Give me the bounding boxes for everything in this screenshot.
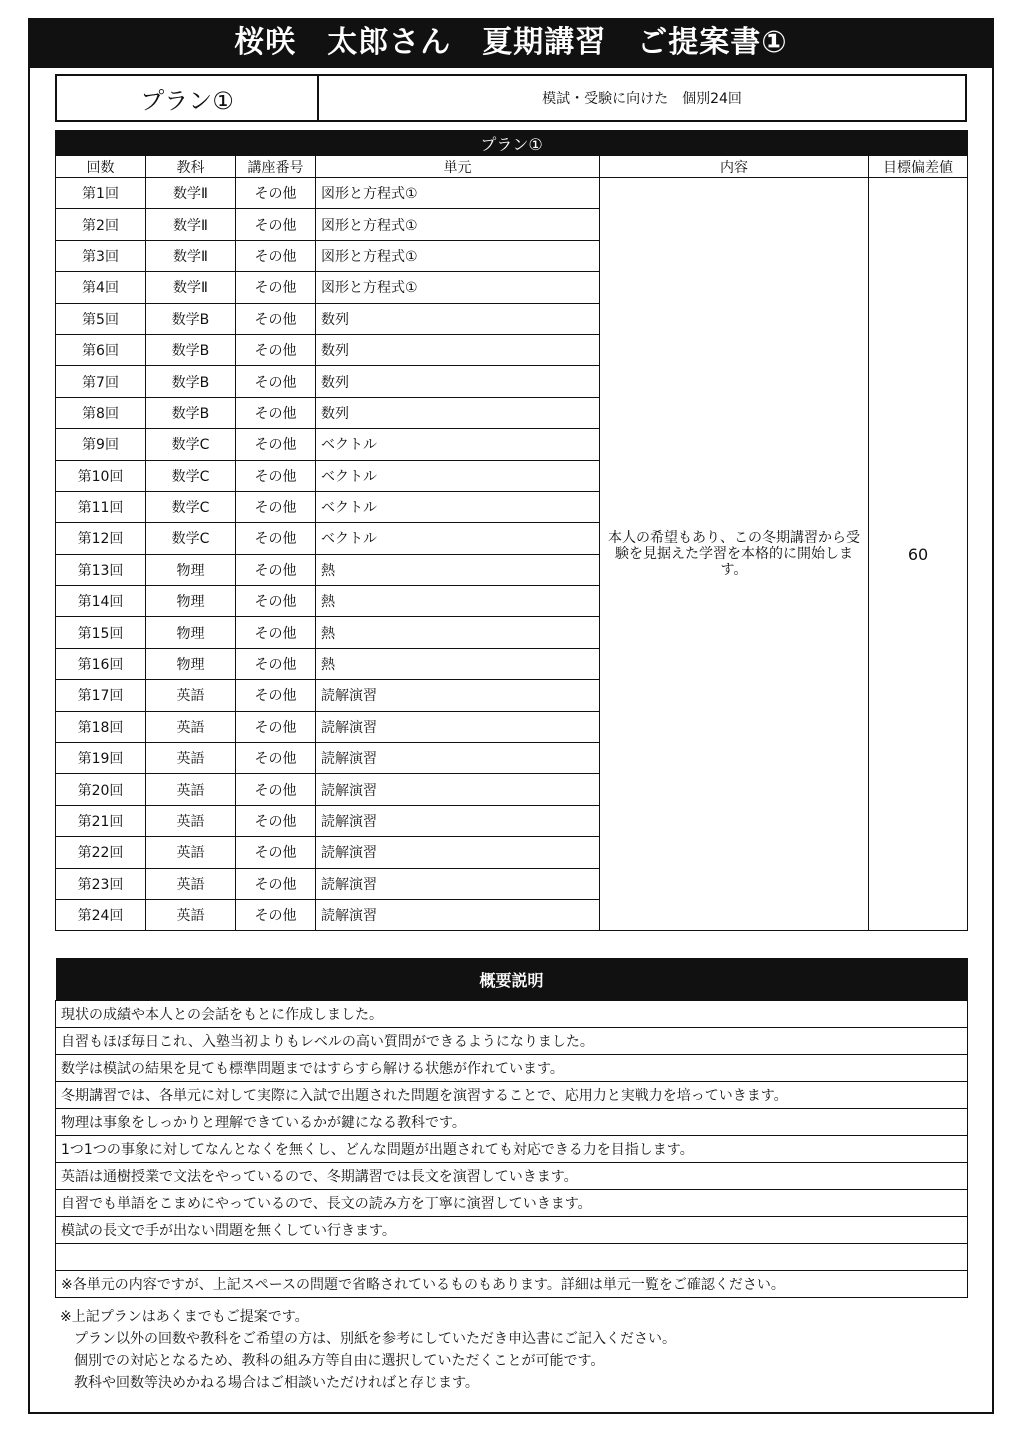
- subject-cell: 数学C: [146, 523, 236, 554]
- note-line: 個別での対応となるため、教科の組み方等自由に選択していただくことが可能です。: [60, 1353, 605, 1369]
- summary-line: 自習でも単語をこまめにやっているので、長文の読み方を丁寧に演習していきます。: [56, 1190, 968, 1217]
- unit-cell: 読解演習: [316, 774, 600, 805]
- course-number-cell: その他: [236, 366, 316, 397]
- subject-cell: 物理: [146, 586, 236, 617]
- subject-cell: 数学Ⅱ: [146, 178, 236, 209]
- lesson-number: 第13回: [56, 554, 146, 585]
- course-number-cell: その他: [236, 303, 316, 334]
- summary-line: 数学は模試の結果を見ても標準問題まではすらすら解ける状態が作れています。: [56, 1055, 968, 1082]
- subject-cell: 英語: [146, 899, 236, 930]
- subject-cell: 数学C: [146, 491, 236, 522]
- plan-name: プラン①: [57, 76, 319, 120]
- subject-cell: 数学B: [146, 397, 236, 428]
- subject-cell: 物理: [146, 617, 236, 648]
- note-line: ※上記プランはあくまでもご提案です。: [60, 1309, 309, 1325]
- subject-cell: 数学B: [146, 366, 236, 397]
- subject-cell: 英語: [146, 868, 236, 899]
- column-header: 目標偏差値: [869, 156, 968, 178]
- summary-table: [55, 958, 968, 1298]
- unit-cell: 熱: [316, 554, 600, 585]
- subject-cell: 数学Ⅱ: [146, 240, 236, 271]
- course-number-cell: その他: [236, 397, 316, 428]
- notes: [60, 1306, 960, 1394]
- lesson-number: 第16回: [56, 648, 146, 679]
- course-number-cell: その他: [236, 491, 316, 522]
- unit-cell: 数列: [316, 397, 600, 428]
- lesson-number: 第1回: [56, 178, 146, 209]
- course-number-cell: その他: [236, 648, 316, 679]
- lesson-number: 第19回: [56, 743, 146, 774]
- note-line: 教科や回数等決めかねる場合はご相談いただければと存じます。: [60, 1375, 479, 1391]
- lesson-number: 第7回: [56, 366, 146, 397]
- unit-cell: 読解演習: [316, 680, 600, 711]
- schedule-plan-header: プラン①: [56, 131, 968, 156]
- course-number-cell: その他: [236, 334, 316, 365]
- subject-cell: 物理: [146, 648, 236, 679]
- unit-cell: ベクトル: [316, 429, 600, 460]
- lesson-number: 第8回: [56, 397, 146, 428]
- course-number-cell: その他: [236, 240, 316, 271]
- lesson-number: 第18回: [56, 711, 146, 742]
- lesson-number: 第20回: [56, 774, 146, 805]
- course-number-cell: その他: [236, 837, 316, 868]
- lesson-number: 第15回: [56, 617, 146, 648]
- target-score-cell: 60: [869, 178, 968, 931]
- unit-cell: 数列: [316, 303, 600, 334]
- unit-cell: 読解演習: [316, 743, 600, 774]
- subject-cell: 英語: [146, 774, 236, 805]
- lesson-number: 第3回: [56, 240, 146, 271]
- subject-cell: 数学Ⅱ: [146, 272, 236, 303]
- summary-line: 自習もほぼ毎日これ、入塾当初よりもレベルの高い質問ができるようになりました。: [56, 1028, 968, 1055]
- unit-cell: 読解演習: [316, 805, 600, 836]
- summary-line: 模試の長文で手が出ない問題を無くしてい行きます。: [56, 1217, 968, 1244]
- course-number-cell: その他: [236, 586, 316, 617]
- summary-footnote: ※各単元の内容ですが、上記スペースの問題で省略されているものもあります。詳細は単元一覧をご確認ください。: [56, 1271, 968, 1298]
- summary-line: 英語は通樹授業で文法をやっているので、冬期講習では長文を演習していきます。: [56, 1163, 968, 1190]
- lesson-number: 第2回: [56, 209, 146, 240]
- lesson-number: 第17回: [56, 680, 146, 711]
- lesson-number: 第14回: [56, 586, 146, 617]
- unit-cell: 図形と方程式①: [316, 240, 600, 271]
- summary-line: 物理は事象をしっかりと理解できているかが鍵になる教科です。: [56, 1109, 968, 1136]
- subject-cell: 数学B: [146, 303, 236, 334]
- unit-cell: 図形と方程式①: [316, 178, 600, 209]
- unit-cell: ベクトル: [316, 460, 600, 491]
- subject-cell: 英語: [146, 805, 236, 836]
- course-number-cell: その他: [236, 272, 316, 303]
- course-number-cell: その他: [236, 460, 316, 491]
- subject-cell: 英語: [146, 711, 236, 742]
- subject-cell: 物理: [146, 554, 236, 585]
- course-number-cell: その他: [236, 680, 316, 711]
- course-number-cell: その他: [236, 554, 316, 585]
- course-number-cell: その他: [236, 429, 316, 460]
- plan-description: 模試・受験に向けた 個別24回: [542, 91, 742, 107]
- page-title: 桜咲 太郎さん 夏期講習 ご提案書①: [28, 18, 994, 68]
- unit-cell: 図形と方程式①: [316, 272, 600, 303]
- unit-cell: 読解演習: [316, 711, 600, 742]
- course-number-cell: その他: [236, 899, 316, 930]
- subject-cell: 数学C: [146, 429, 236, 460]
- unit-cell: 読解演習: [316, 837, 600, 868]
- unit-cell: ベクトル: [316, 491, 600, 522]
- content-cell: 本人の希望もあり、この冬期講習から受験を見据えた学習を本格的に開始します。: [600, 178, 869, 931]
- course-number-cell: その他: [236, 209, 316, 240]
- column-header: 教科: [146, 156, 236, 178]
- course-number-cell: その他: [236, 178, 316, 209]
- unit-cell: 読解演習: [316, 899, 600, 930]
- unit-cell: 数列: [316, 366, 600, 397]
- lesson-number: 第22回: [56, 837, 146, 868]
- subject-cell: 数学C: [146, 460, 236, 491]
- summary-line: [56, 1244, 968, 1271]
- course-number-cell: その他: [236, 617, 316, 648]
- subject-cell: 数学Ⅱ: [146, 209, 236, 240]
- lesson-number: 第5回: [56, 303, 146, 334]
- lesson-number: 第6回: [56, 334, 146, 365]
- unit-cell: 熱: [316, 586, 600, 617]
- schedule-table: [55, 130, 968, 931]
- summary-line: 1つ1つの事象に対してなんとなくを無くし、どんな問題が出題されても対応できる力を目指します。: [56, 1136, 968, 1163]
- unit-cell: 数列: [316, 334, 600, 365]
- unit-cell: 図形と方程式①: [316, 209, 600, 240]
- column-header: 回数: [56, 156, 146, 178]
- lesson-number: 第23回: [56, 868, 146, 899]
- lesson-number: 第4回: [56, 272, 146, 303]
- note-line: プラン以外の回数や教科をご希望の方は、別紙を参考にしていただき申込書にご記入ください。: [60, 1331, 676, 1347]
- unit-cell: 熱: [316, 648, 600, 679]
- summary-line: 現状の成績や本人との会話をもとに作成しました。: [56, 1001, 968, 1028]
- unit-cell: 読解演習: [316, 868, 600, 899]
- course-number-cell: その他: [236, 774, 316, 805]
- lesson-number: 第24回: [56, 899, 146, 930]
- course-number-cell: その他: [236, 711, 316, 742]
- unit-cell: ベクトル: [316, 523, 600, 554]
- column-header: 内容: [600, 156, 869, 178]
- column-header: 単元: [316, 156, 600, 178]
- summary-header: 概要説明: [56, 958, 968, 1001]
- course-number-cell: その他: [236, 805, 316, 836]
- subject-cell: 英語: [146, 743, 236, 774]
- lesson-number: 第10回: [56, 460, 146, 491]
- plan-box: [55, 74, 967, 122]
- unit-cell: 熱: [316, 617, 600, 648]
- table-row: [56, 178, 968, 209]
- summary-line: 冬期講習では、各単元に対して実際に入試で出題された問題を演習することで、応用力と実戦力を培っていきます。: [56, 1082, 968, 1109]
- subject-cell: 英語: [146, 680, 236, 711]
- subject-cell: 英語: [146, 837, 236, 868]
- course-number-cell: その他: [236, 743, 316, 774]
- lesson-number: 第9回: [56, 429, 146, 460]
- lesson-number: 第12回: [56, 523, 146, 554]
- course-number-cell: その他: [236, 523, 316, 554]
- column-header: 講座番号: [236, 156, 316, 178]
- lesson-number: 第11回: [56, 491, 146, 522]
- lesson-number: 第21回: [56, 805, 146, 836]
- subject-cell: 数学B: [146, 334, 236, 365]
- course-number-cell: その他: [236, 868, 316, 899]
